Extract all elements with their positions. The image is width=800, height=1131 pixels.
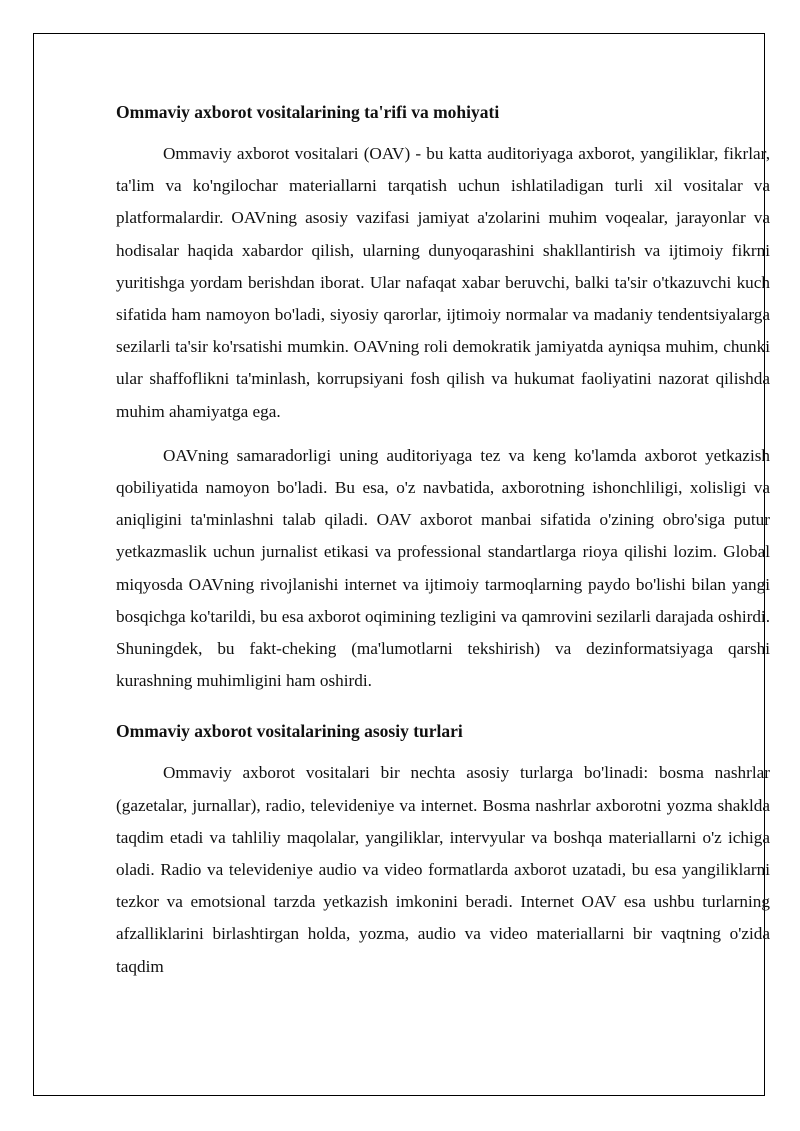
- document-body: [116, 98, 770, 983]
- section-heading-types: Ommaviy axborot vositalarining asosiy turlari: [116, 721, 463, 742]
- paragraph-definition-1: Ommaviy axborot vositalari (OAV) - bu katta auditoriyaga axborot, yangiliklar, fikrlar, ta'lim va ko'ngilochar materiallarni tarqatish uchun ishlatiladigan turli xil vositalar va platformalardir. OAVning asosiy vazifasi jamiyat a'zolarini muhim voqealar, jarayonlar va hodisalar haqida xabardor qilish, ularning dunyoqarashini shakllantirish va ijtimoiy fikrni yuritishga yordam berishdan iborat. Ular nafaqat xabar beruvchi, balki ta'sir o'tkazuvchi kuch sifatida ham namoyon bo'ladi, siyosiy qarorlar, ijtimoiy normalar va madaniy tendentsiyalarga sezilarli ta'sir ko'rsatishi mumkin. OAVning roli demokratik jamiyatda ayniqsa muhim, chunki ular shaffoflikni ta'minlash, korrupsiyani fosh qilish va hukumat faoliyatini nazorat qilishda muhim ahamiyatga ega.: [116, 144, 770, 421]
- paragraph-types-1: Ommaviy axborot vositalari bir nechta asosiy turlarga bo'linadi: bosma nashrlar (gazetalar, jurnallar), radio, televideniye va internet. Bosma nashrlar axborotni yozma shaklda taqdim etadi va tahliliy maqolalar, yangiliklar, intervyular va boshqa materiallarni o'z ichiga oladi. Radio va televideniye audio va video formatlarda axborot uzatadi, bu esa yangiliklarni tezkor va emotsional tarzda yetkazish imkonini beradi. Internet OAV esa ushbu turlarning afzalliklarini birlashtirgan holda, yozma, audio va video materiallarni bir vaqtning o'zida taqdim: [116, 763, 770, 976]
- section-heading-definition: Ommaviy axborot vositalarining ta'rifi va mohiyati: [116, 102, 500, 122]
- paragraph-definition-2: OAVning samaradorligi uning auditoriyaga tez va keng ko'lamda axborot yetkazish qobiliyatida namoyon bo'ladi. Bu esa, o'z navbatida, axborotning ishonchliligi, xolisligi va aniqligini ta'minlashni talab qiladi. OAV axborot manbai sifatida o'zining obro'siga putur yetkazmaslik uchun jurnalist etikasi va professional standartlarga rioya qilishi lozim. Global miqyosda OAVning rivojlanishi internet va ijtimoiy tarmoqlarning paydo bo'lishi bilan yangi bosqichga ko'tarildi, bu esa axborot oqimining tezligini va qamrovini sezilarli darajada oshirdi. Shuningdek, bu fakt-cheking (ma'lumotlarni tekshirish) va dezinformatsiyaga qarshi kurashning muhimligini ham oshirdi.: [116, 445, 770, 691]
